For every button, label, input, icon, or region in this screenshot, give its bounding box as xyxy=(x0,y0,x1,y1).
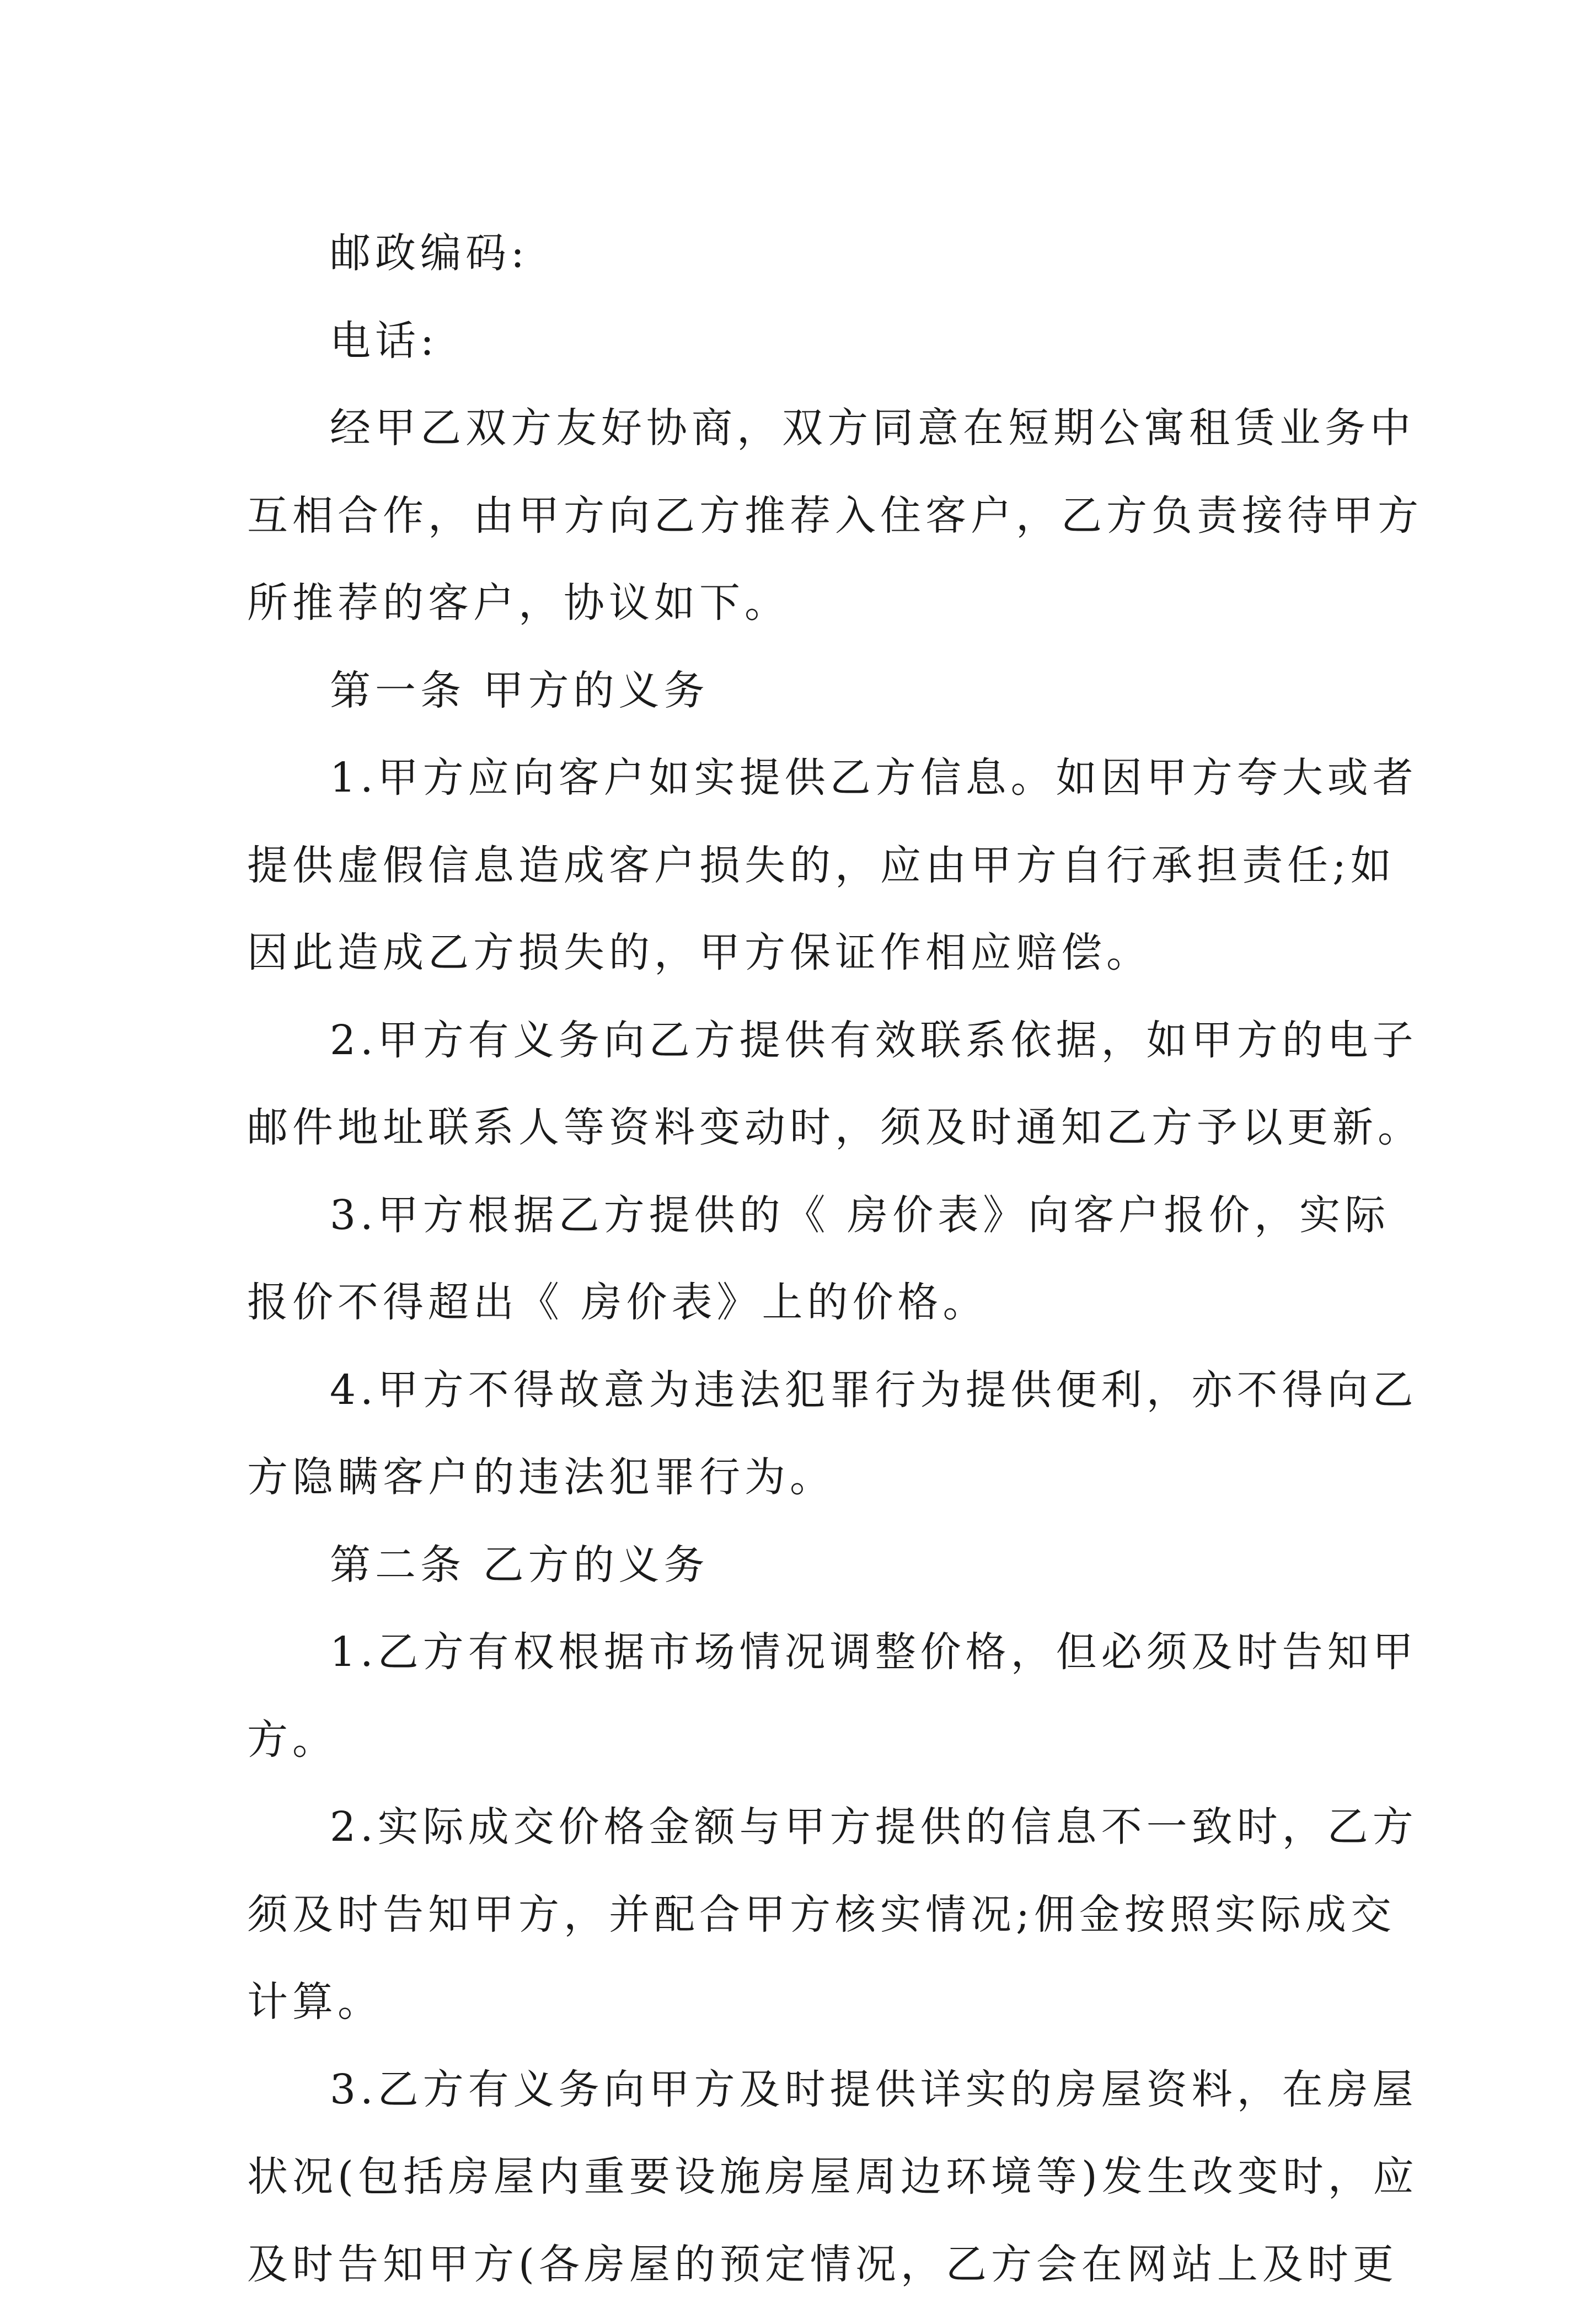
clause-line: 状况(包括房屋内重要设施房屋周边环境等)发生改变时，应 xyxy=(247,2133,1361,2221)
postal-code-label: 邮政编码: xyxy=(247,210,1361,297)
clause-line: 报价不得超出《 房价表》上的价格。 xyxy=(247,1259,1361,1347)
phone-label: 电话: xyxy=(247,297,1361,385)
document-body xyxy=(247,210,1361,2308)
clause-line: 3.乙方有义务向甲方及时提供详实的房屋资料，在房屋 xyxy=(247,2046,1361,2134)
intro-paragraph-line: 互相合作，由甲方向乙方推荐入住客户，乙方负责接待甲方 xyxy=(247,472,1361,560)
intro-paragraph-line: 所推荐的客户，协议如下。 xyxy=(247,559,1361,647)
clause-line: 4.甲方不得故意为违法犯罪行为提供便利，亦不得向乙 xyxy=(247,1347,1361,1434)
clause-line: 方。 xyxy=(247,1696,1361,1784)
clause-line: 邮件地址联系人等资料变动时，须及时通知乙方予以更新。 xyxy=(247,1084,1361,1172)
clause-line: 2.甲方有义务向乙方提供有效联系依据，如甲方的电子 xyxy=(247,997,1361,1084)
clause-line: 及时告知甲方(各房屋的预定情况，乙方会在网站上及时更 xyxy=(247,2221,1361,2308)
clause-line: 1.乙方有权根据市场情况调整价格，但必须及时告知甲 xyxy=(247,1609,1361,1696)
clause-line: 因此造成乙方损失的，甲方保证作相应赔偿。 xyxy=(247,909,1361,997)
article-one-heading: 第一条 甲方的义务 xyxy=(247,647,1361,735)
clause-line: 方隐瞒客户的违法犯罪行为。 xyxy=(247,1434,1361,1521)
clause-line: 提供虚假信息造成客户损失的，应由甲方自行承担责任;如 xyxy=(247,822,1361,910)
article-two-heading: 第二条 乙方的义务 xyxy=(247,1521,1361,1609)
clause-line: 1.甲方应向客户如实提供乙方信息。如因甲方夸大或者 xyxy=(247,734,1361,822)
intro-paragraph-line: 经甲乙双方友好协商，双方同意在短期公寓租赁业务中 xyxy=(247,384,1361,472)
clause-line: 3.甲方根据乙方提供的《 房价表》向客户报价，实际 xyxy=(247,1172,1361,1259)
clause-line: 2.实际成交价格金额与甲方提供的信息不一致时，乙方 xyxy=(247,1783,1361,1871)
clause-line: 计算。 xyxy=(247,1958,1361,2046)
clause-line: 须及时告知甲方，并配合甲方核实情况;佣金按照实际成交 xyxy=(247,1871,1361,1959)
